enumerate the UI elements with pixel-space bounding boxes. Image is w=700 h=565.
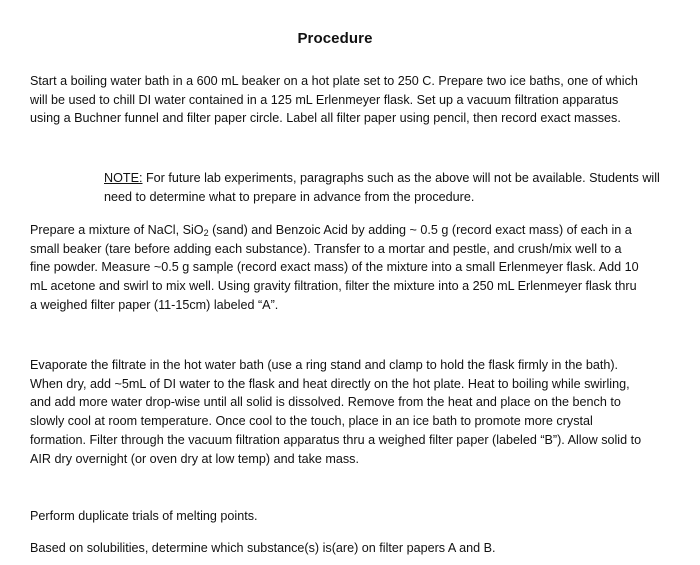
mixture-text-rest: (sand) and Benzoic Acid by adding ~ 0.5 g (record exact mass) of each in a small beaker (tare before adding each substance). Transfer to a mortar and pestle, and crush/mix well to a fine powder. Measure ~0.5 g sample (record exact mass) of the mixture into a small Erlenmeyer flask. Add 10 mL acetone and swirl to mix well. Using gravity filtration, filter the mixture into a 250 mL Erlenmeyer flask thru a weighed filter paper (11-15cm) labeled “A”. (30, 223, 639, 312)
paragraph-setup: Start a boiling water bath in a 600 mL beaker on a hot plate set to 250 C. Prepare two ice baths, one of which will be used to chill DI water contained in a 125 mL Erlenmeyer flask. Set up a vacuum filtration apparatus using a Buchner funnel and filter paper circle. Label all filter paper using pencil, then record exact masses. (30, 74, 638, 126)
paragraph-mixture (30, 221, 645, 315)
paragraph-melting-points: Perform duplicate trials of melting points. (30, 509, 258, 523)
paragraph-evaporate: Evaporate the filtrate in the hot water bath (use a ring stand and clamp to hold the flask firmly in the bath). When dry, add ~5mL of DI water to the flask and heat directly on the hot plate. Heat to boiling while swirling, and add more water drop-wise until all solid is dissolved. Remove from the heat and place on the bench to slowly cool at room temperature. Once cool to the touch, place in an ice bath to promote more crystal formation. Filter through the vacuum filtration apparatus thru a weighed filter paper (labeled “B”). Allow solid to AIR dry overnight (or oven dry at low temp) and take mass. (30, 358, 642, 466)
paragraph-solubilities: Based on solubilities, determine which substance(s) is(are) on filter papers A and B. (30, 541, 496, 555)
page-title: Procedure (297, 30, 373, 47)
sio2-subscript: 2 (203, 228, 209, 238)
note-label: NOTE: (104, 171, 143, 185)
mixture-text-start: Prepare a mixture of NaCl, SiO (30, 223, 204, 237)
note-paragraph (104, 169, 664, 206)
note-text: For future lab experiments, paragraphs such as the above will not be available. Students will need to determine what to prepare in advance from the procedure. (104, 171, 660, 204)
